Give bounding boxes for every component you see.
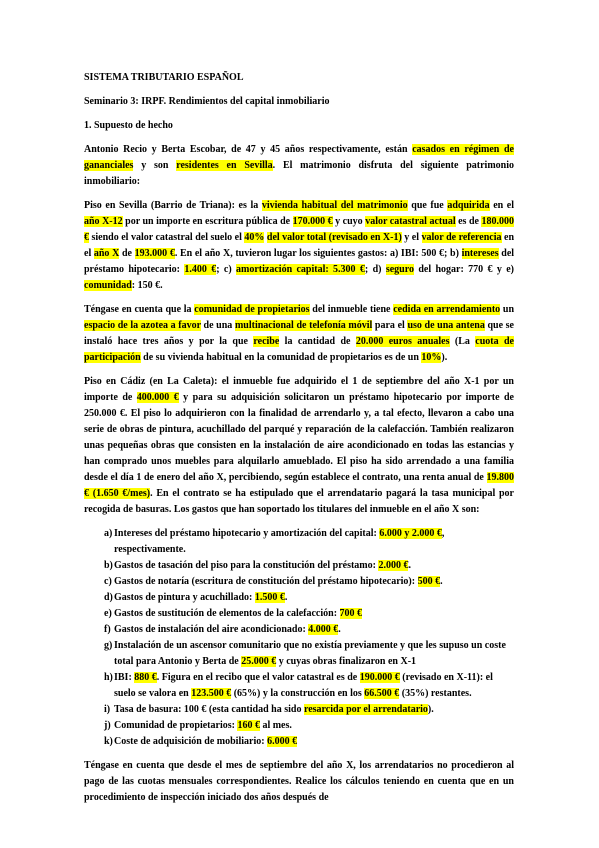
- highlighted-text: valor catastral actual: [365, 216, 456, 227]
- highlighted-text: cuota de participación: [84, 336, 514, 363]
- text-run: Antonio Recio y Berta Escobar, de 47 y 45 años respectivamente, están: [84, 144, 413, 155]
- text-run: del inmueble tiene: [309, 304, 394, 315]
- text-run: (revisado en X-11): el suelo se valora en: [114, 672, 493, 699]
- highlighted-text: 20.000 euros anuales: [355, 336, 450, 347]
- item-letter: a): [104, 528, 113, 539]
- text-run: , respectivamente.: [114, 528, 445, 555]
- highlighted-text: 400.000 €: [136, 392, 179, 403]
- text-run: .: [338, 624, 341, 635]
- highlighted-text: 700 €: [339, 608, 363, 619]
- highlighted-text: resarcida por el arrendatario: [303, 704, 428, 715]
- text-run: siendo el valor catastral del suelo el: [89, 232, 245, 243]
- highlighted-text: cedida en arrendamiento: [393, 304, 501, 315]
- text-run: .: [408, 560, 411, 571]
- highlighted-text: casados en régimen de gananciales: [84, 144, 514, 171]
- text-run: (35%) restantes.: [399, 688, 472, 699]
- text-run: y cuyas obras finalizaron en X-1: [276, 656, 417, 667]
- document-page: [84, 70, 514, 806]
- highlighted-text: multinacional de telefonía móvil: [234, 320, 373, 331]
- text-run: IBI:: [114, 672, 135, 683]
- text-run: y para su adquisición solicitaron un préstamo hipotecario por importe de 250.000 €. El piso lo adquirieron con la finalidad de arrendarlo y, a tal efecto, llevaron a cabo una serie de obras de pintura, acuchillado del parqué y reparación de la calefacción. También realizaron unas pequeñas obras que consisten en la instalación de aire acondicionado en todas las estancias y han comprado unos muebles para alquilarlo amueblado. El piso ha sido arrendado a una familia desde el día 1 de enero del año X, percibiendo, según establece el contrato, una renta anual de: [84, 392, 514, 483]
- highlighted-text: comunidad de propietarios: [194, 304, 310, 315]
- text-run: Piso en Sevilla (Barrio de Triana): es la: [84, 200, 262, 211]
- highlighted-text: 2.000 €: [378, 560, 409, 571]
- expense-item: [84, 606, 514, 622]
- expense-item: [84, 558, 514, 574]
- text-run: un: [500, 304, 515, 315]
- text-run: ; d): [364, 264, 386, 275]
- highlighted-text: amortización capital: 5.300 €: [236, 264, 365, 275]
- text-run: del hogar: 770 € y e): [414, 264, 514, 275]
- expense-list: [84, 526, 514, 750]
- highlighted-text: intereses: [461, 248, 499, 259]
- text-run: Gastos de notaría (escritura de constitución del préstamo hipotecario):: [114, 576, 418, 587]
- highlighted-text: 1.400 €: [184, 264, 217, 275]
- highlighted-text: adquirida: [447, 200, 490, 211]
- text-run: Coste de adquisición de mobiliario:: [114, 736, 268, 747]
- highlighted-text: residentes en Sevilla: [176, 160, 273, 171]
- text-run: del préstamo hipotecario:: [84, 248, 515, 275]
- text-run: .: [440, 576, 443, 587]
- highlighted-text: 160 €: [237, 720, 260, 731]
- seminar-heading: Seminario 3: IRPF. Rendimientos del capital inmobiliario: [84, 96, 330, 107]
- highlighted-text: año X-12: [84, 216, 123, 227]
- highlighted-text: seguro: [385, 264, 414, 275]
- text-run: Intereses del préstamo hipotecario y amortización del capital:: [114, 528, 380, 539]
- item-letter: e): [104, 608, 112, 619]
- item-letter: g): [104, 640, 113, 651]
- highlighted-text: 10%: [421, 352, 442, 363]
- text-run: para el: [372, 320, 408, 331]
- highlighted-text: 6.000 y 2.000 €: [379, 528, 442, 539]
- text-run: ).: [441, 352, 448, 363]
- item-letter: d): [104, 592, 113, 603]
- highlighted-text: 170.000 €: [292, 216, 333, 227]
- highlighted-text: 40%: [244, 232, 265, 243]
- highlighted-text: 25.000 €: [241, 656, 277, 667]
- text-run: : 150 €.: [131, 280, 163, 291]
- expense-item: [84, 526, 514, 558]
- highlighted-text: del valor total (revisado en X-1): [266, 232, 402, 243]
- highlighted-text: 123.500 €: [191, 688, 232, 699]
- item-letter: b): [104, 560, 113, 571]
- text-run: que se instaló hace tres años y por la que: [84, 320, 514, 347]
- text-run: en el: [489, 200, 515, 211]
- text-run: por un importe en escritura pública de: [122, 216, 293, 227]
- highlighted-text: 193.000 €: [134, 248, 175, 259]
- highlighted-text: 180.000 €: [84, 216, 514, 243]
- highlighted-text: uso de una antena: [407, 320, 485, 331]
- text-run: y son: [133, 160, 177, 171]
- highlighted-text: 500 €: [417, 576, 441, 587]
- expense-item: [84, 670, 514, 702]
- text-run: Comunidad de propietarios:: [114, 720, 238, 731]
- text-run: Gastos de sustitución de elementos de la calefacción:: [114, 608, 340, 619]
- item-letter: j): [104, 720, 111, 731]
- text-run: Piso en Cádiz (en La Caleta): el inmueble fue adquirido el 1 de septiembre del año X-1 por un importe de: [84, 376, 514, 403]
- text-run: Tasa de basura: 100 € (esta cantidad ha sido: [114, 704, 304, 715]
- expense-item: [84, 718, 514, 734]
- text-run: Téngase en cuenta que la: [84, 304, 195, 315]
- sevilla-paragraph: [84, 198, 514, 294]
- text-run: la cantidad de: [279, 336, 356, 347]
- text-run: Gastos de instalación del aire acondicionado:: [114, 624, 309, 635]
- text-run: Gastos de pintura y acuchillado:: [114, 592, 255, 603]
- text-run: de: [119, 248, 135, 259]
- text-run: que fue: [407, 200, 448, 211]
- highlighted-text: espacio de la azotea a favor: [84, 320, 201, 331]
- expense-item: [84, 590, 514, 606]
- text-run: ).: [427, 704, 434, 715]
- expense-item: [84, 622, 514, 638]
- highlighted-text: 6.000 €: [267, 736, 298, 747]
- text-run: . Figura en el recibo que el valor catastral es de: [156, 672, 360, 683]
- highlighted-text: 880 €: [134, 672, 157, 683]
- closing-paragraph: [84, 758, 514, 806]
- expense-item: [84, 638, 514, 670]
- text-run: Instalación de un ascensor comunitario que no existía previamente y que les supuso un coste total para Antonio y Berta de: [114, 640, 506, 667]
- highlighted-text: 66.500 €: [364, 688, 400, 699]
- text-run: Téngase en cuenta que desde el mes de septiembre del año X, los arrendatarios no procedieron al pago de las cuotas mensuales correspondientes. Realice los cálculos teniendo en cuenta que en un procedimiento de inspección iniciado dos años después de: [84, 760, 514, 803]
- item-letter: h): [104, 672, 113, 683]
- highlighted-text: comunidad: [84, 280, 132, 291]
- text-run: . En el contrato se ha estipulado que el arrendatario pagará la tasa municipal por recogida de basuras. Los gastos que han soportado los titulares del inmueble en el año X son:: [84, 488, 514, 515]
- text-run: Gastos de tasación del piso para la constitución del préstamo:: [114, 560, 379, 571]
- text-run: en el: [84, 232, 515, 259]
- text-run: y el: [401, 232, 422, 243]
- text-run: (La: [449, 336, 476, 347]
- highlighted-text: recibe: [253, 336, 280, 347]
- text-run: (65%) y la construcción en los: [231, 688, 365, 699]
- item-letter: i): [104, 704, 111, 715]
- highlighted-text: año X: [93, 248, 120, 259]
- highlighted-text: 1.500 €: [254, 592, 285, 603]
- text-run: al mes.: [259, 720, 292, 731]
- expense-item: [84, 702, 514, 718]
- section-heading: 1. Supuesto de hecho: [84, 120, 173, 131]
- text-run: .: [284, 592, 288, 603]
- expense-item: [84, 574, 514, 590]
- intro-paragraph: [84, 142, 514, 190]
- highlighted-text: 19.800 € (1.650 €/mes): [84, 472, 514, 499]
- item-letter: f): [104, 624, 111, 635]
- text-run: . El matrimonio disfruta del siguiente patrimonio inmobiliario:: [84, 160, 514, 187]
- document-title: SISTEMA TRIBUTARIO ESPAÑOL: [84, 72, 244, 83]
- expense-item: [84, 734, 514, 750]
- item-letter: k): [104, 736, 113, 747]
- text-run: ; c): [216, 264, 237, 275]
- highlighted-text: 190.000 €: [359, 672, 400, 683]
- text-run: de una: [200, 320, 235, 331]
- text-run: de su vivienda habitual en la comunidad de propietarios es de un: [140, 352, 422, 363]
- text-run: es de: [455, 216, 482, 227]
- text-run: . En el año X, tuvieron lugar los siguientes gastos: a) IBI: 500 €; b): [174, 248, 462, 259]
- text-run: y cuyo: [332, 216, 366, 227]
- highlighted-text: valor de referencia: [421, 232, 502, 243]
- highlighted-text: vivienda habitual del matrimonio: [261, 200, 408, 211]
- highlighted-text: 4.000 €: [308, 624, 339, 635]
- item-letter: c): [104, 576, 112, 587]
- cadiz-paragraph: [84, 374, 514, 518]
- community-paragraph: [84, 302, 514, 366]
